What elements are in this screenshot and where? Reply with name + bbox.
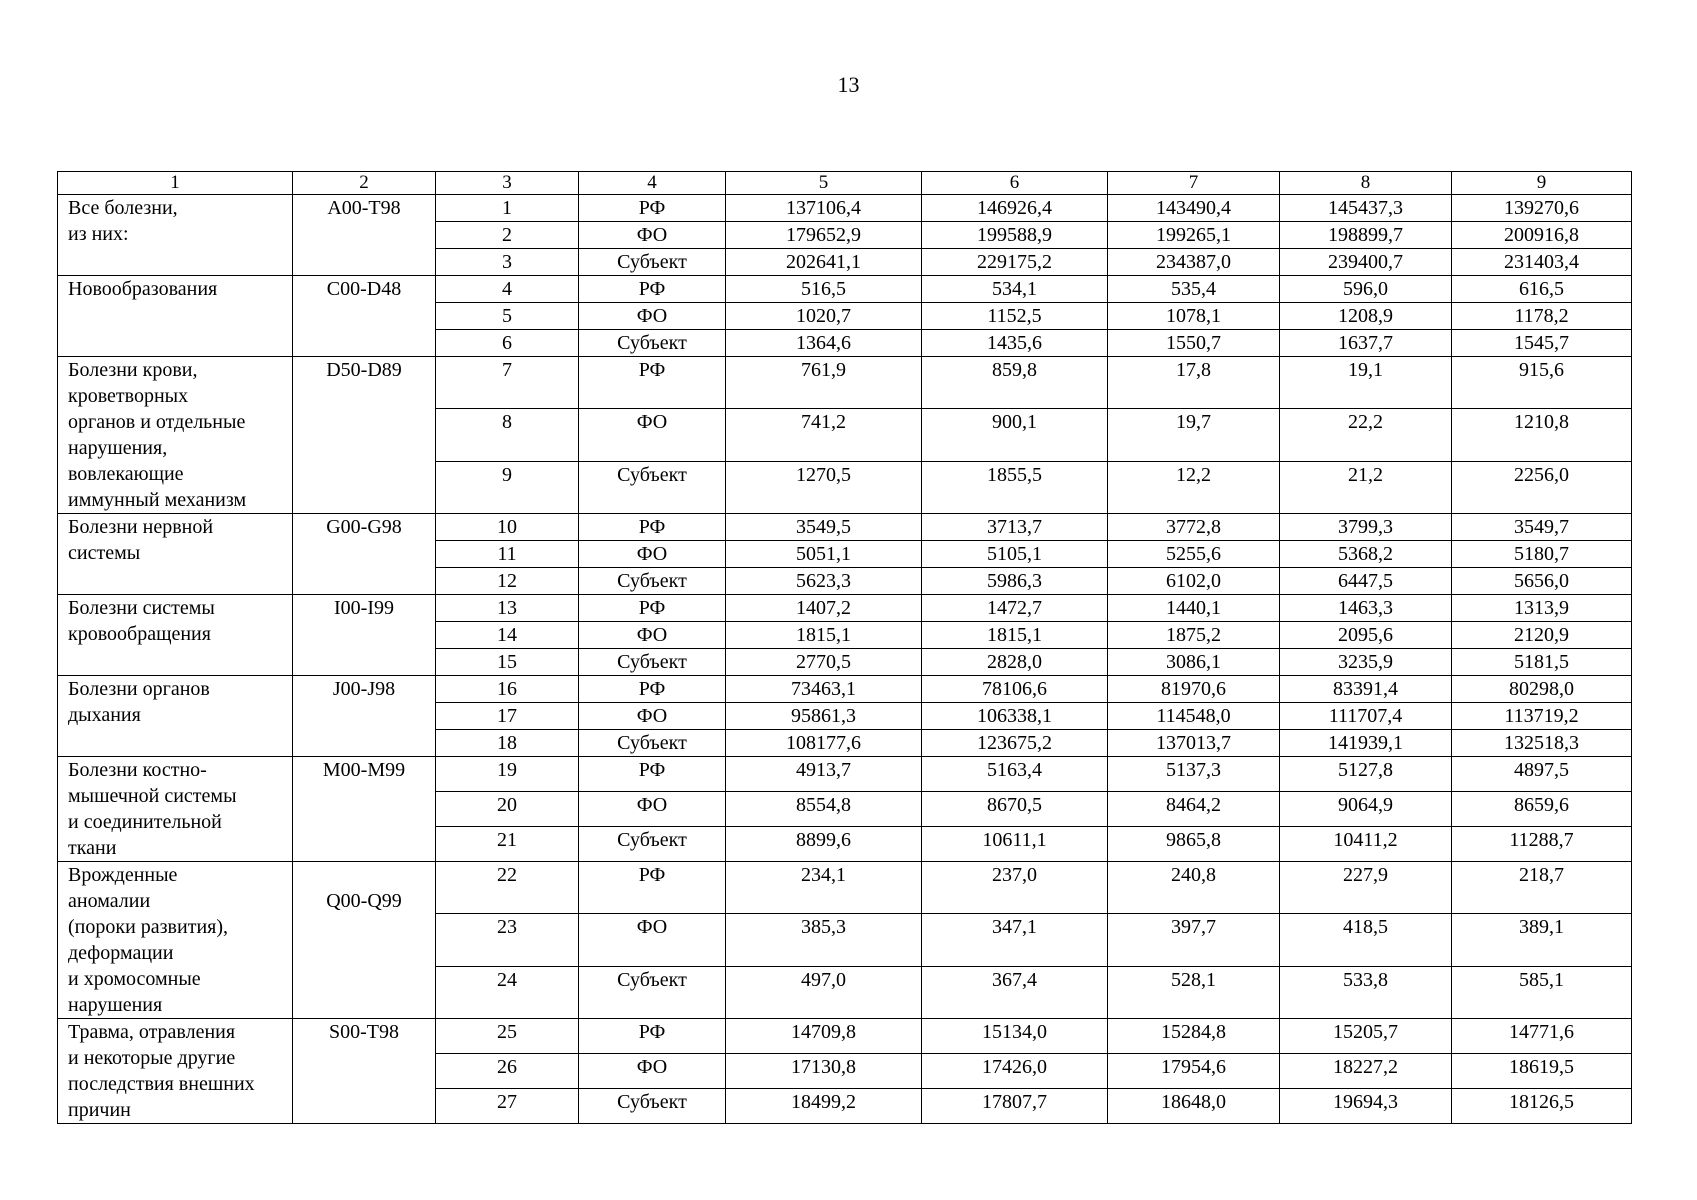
column-number: 8 (1280, 172, 1452, 195)
level: ФО (579, 703, 726, 730)
table-row (58, 514, 1632, 541)
value-col6: 1435,6 (922, 330, 1108, 357)
value-col7: 17,8 (1108, 357, 1280, 409)
value-col6: 534,1 (922, 276, 1108, 303)
row-number: 19 (436, 757, 579, 792)
level: ФО (579, 541, 726, 568)
value-col8: 6447,5 (1280, 568, 1452, 595)
value-col9: 1545,7 (1452, 330, 1632, 357)
value-col8: 1637,7 (1280, 330, 1452, 357)
value-col8: 18227,2 (1280, 1054, 1452, 1089)
value-col5: 179652,9 (726, 222, 922, 249)
value-col8: 21,2 (1280, 461, 1452, 513)
level: Субъект (579, 966, 726, 1018)
value-col9: 616,5 (1452, 276, 1632, 303)
value-col8: 19,1 (1280, 357, 1452, 409)
value-col9: 132518,3 (1452, 730, 1632, 757)
icd-code-text: M00-M99 (322, 759, 406, 781)
value-col6: 900,1 (922, 409, 1108, 461)
value-col5: 234,1 (726, 862, 922, 914)
table-row (58, 195, 1632, 222)
value-col9: 5180,7 (1452, 541, 1632, 568)
icd-code-text: I00-I99 (334, 597, 394, 619)
icd-code-text: D50-D89 (326, 359, 402, 381)
table-row (58, 757, 1632, 792)
table-row (58, 276, 1632, 303)
page-number: 13 (837, 72, 860, 97)
value-col6: 10611,1 (922, 827, 1108, 862)
value-col7: 6102,0 (1108, 568, 1280, 595)
row-number: 18 (436, 730, 579, 757)
row-number: 7 (436, 357, 579, 409)
value-col9: 113719,2 (1452, 703, 1632, 730)
row-number: 23 (436, 914, 579, 966)
value-col5: 1407,2 (726, 595, 922, 622)
value-col7: 3772,8 (1108, 514, 1280, 541)
disease-group-name: Болезни нервной системы (58, 514, 293, 595)
value-col9: 18126,5 (1452, 1089, 1632, 1124)
row-number: 27 (436, 1089, 579, 1124)
value-col8: 83391,4 (1280, 676, 1452, 703)
value-col7: 9865,8 (1108, 827, 1280, 862)
value-col8: 418,5 (1280, 914, 1452, 966)
value-col5: 385,3 (726, 914, 922, 966)
value-col5: 73463,1 (726, 676, 922, 703)
value-col7: 114548,0 (1108, 703, 1280, 730)
value-col8: 3235,9 (1280, 649, 1452, 676)
value-col7: 17954,6 (1108, 1054, 1280, 1089)
table-row (58, 595, 1632, 622)
value-col6: 17807,7 (922, 1089, 1108, 1124)
value-col6: 1152,5 (922, 303, 1108, 330)
disease-group-name: Болезни органов дыхания (58, 676, 293, 757)
statistics-table (57, 171, 1632, 1124)
icd-code-text: G00-G98 (326, 516, 402, 538)
value-col6: 8670,5 (922, 792, 1108, 827)
value-col7: 240,8 (1108, 862, 1280, 914)
value-col8: 2095,6 (1280, 622, 1452, 649)
row-number: 3 (436, 249, 579, 276)
value-col7: 8464,2 (1108, 792, 1280, 827)
level: Субъект (579, 730, 726, 757)
value-col8: 22,2 (1280, 409, 1452, 461)
value-col9: 1178,2 (1452, 303, 1632, 330)
value-col9: 4897,5 (1452, 757, 1632, 792)
level: РФ (579, 595, 726, 622)
level: Субъект (579, 568, 726, 595)
column-number: 5 (726, 172, 922, 195)
value-col9: 389,1 (1452, 914, 1632, 966)
value-col7: 1078,1 (1108, 303, 1280, 330)
row-number: 5 (436, 303, 579, 330)
value-col9: 8659,6 (1452, 792, 1632, 827)
icd-code-range (293, 757, 436, 862)
column-number: 2 (293, 172, 436, 195)
value-col9: 1313,9 (1452, 595, 1632, 622)
value-col7: 1875,2 (1108, 622, 1280, 649)
value-col6: 15134,0 (922, 1019, 1108, 1054)
value-col6: 347,1 (922, 914, 1108, 966)
value-col5: 95861,3 (726, 703, 922, 730)
value-col7: 199265,1 (1108, 222, 1280, 249)
value-col5: 8899,6 (726, 827, 922, 862)
value-col5: 1020,7 (726, 303, 922, 330)
row-number: 13 (436, 595, 579, 622)
value-col5: 4913,7 (726, 757, 922, 792)
row-number: 11 (436, 541, 579, 568)
value-col7: 1550,7 (1108, 330, 1280, 357)
row-number: 21 (436, 827, 579, 862)
value-col6: 17426,0 (922, 1054, 1108, 1089)
value-col8: 239400,7 (1280, 249, 1452, 276)
row-number: 1 (436, 195, 579, 222)
disease-group-name: Все болезни, из них: (58, 195, 293, 276)
disease-group-name: Болезни костно- мышечной системы и соединительной ткани (58, 757, 293, 862)
value-col8: 5368,2 (1280, 541, 1452, 568)
value-col6: 1815,1 (922, 622, 1108, 649)
icd-code-text: C00-D48 (326, 278, 402, 300)
level: ФО (579, 222, 726, 249)
value-col5: 5051,1 (726, 541, 922, 568)
value-col5: 1364,6 (726, 330, 922, 357)
value-col7: 15284,8 (1108, 1019, 1280, 1054)
row-number: 22 (436, 862, 579, 914)
level: РФ (579, 757, 726, 792)
value-col5: 741,2 (726, 409, 922, 461)
icd-code-text: Q00-Q99 (326, 890, 402, 912)
value-col7: 81970,6 (1108, 676, 1280, 703)
level: РФ (579, 1019, 726, 1054)
value-col5: 1815,1 (726, 622, 922, 649)
disease-group-name: Болезни крови, кроветворных органов и отдельные нарушения, вовлекающие иммунный механизм (58, 357, 293, 514)
row-number: 26 (436, 1054, 579, 1089)
column-number: 3 (436, 172, 579, 195)
icd-code-text: J00-J98 (332, 678, 396, 700)
value-col8: 1208,9 (1280, 303, 1452, 330)
row-number: 14 (436, 622, 579, 649)
row-number: 9 (436, 461, 579, 513)
table-row (58, 357, 1632, 409)
icd-code-range (293, 1019, 436, 1124)
level: ФО (579, 1054, 726, 1089)
value-col9: 14771,6 (1452, 1019, 1632, 1054)
row-number: 8 (436, 409, 579, 461)
icd-code-range (293, 195, 436, 276)
column-number: 1 (58, 172, 293, 195)
level: РФ (579, 195, 726, 222)
level: Субъект (579, 649, 726, 676)
level: ФО (579, 622, 726, 649)
value-col8: 145437,3 (1280, 195, 1452, 222)
column-number-row (58, 172, 1632, 195)
row-number: 2 (436, 222, 579, 249)
level: РФ (579, 357, 726, 409)
value-col7: 19,7 (1108, 409, 1280, 461)
value-col5: 14709,8 (726, 1019, 922, 1054)
value-col7: 18648,0 (1108, 1089, 1280, 1124)
value-col8: 533,8 (1280, 966, 1452, 1018)
value-col9: 231403,4 (1452, 249, 1632, 276)
value-col5: 202641,1 (726, 249, 922, 276)
value-col9: 80298,0 (1452, 676, 1632, 703)
icd-code-text: S00-T98 (329, 1021, 399, 1043)
value-col5: 3549,5 (726, 514, 922, 541)
row-number: 20 (436, 792, 579, 827)
value-col9: 585,1 (1452, 966, 1632, 1018)
value-col5: 108177,6 (726, 730, 922, 757)
table-row (58, 1019, 1632, 1054)
row-number: 6 (436, 330, 579, 357)
value-col9: 5656,0 (1452, 568, 1632, 595)
table-row (58, 862, 1632, 914)
value-col9: 18619,5 (1452, 1054, 1632, 1089)
disease-group-name: Врожденные аномалии (пороки развития), деформации и хромосомные нарушения (58, 862, 293, 1019)
value-col8: 141939,1 (1280, 730, 1452, 757)
value-col9: 11288,7 (1452, 827, 1632, 862)
value-col7: 3086,1 (1108, 649, 1280, 676)
value-col8: 10411,2 (1280, 827, 1452, 862)
value-col8: 3799,3 (1280, 514, 1452, 541)
level: ФО (579, 409, 726, 461)
value-col7: 137013,7 (1108, 730, 1280, 757)
value-col9: 915,6 (1452, 357, 1632, 409)
row-number: 25 (436, 1019, 579, 1054)
value-col5: 17130,8 (726, 1054, 922, 1089)
column-number: 9 (1452, 172, 1632, 195)
level: РФ (579, 676, 726, 703)
value-col5: 2770,5 (726, 649, 922, 676)
icd-code-range (293, 357, 436, 514)
value-col8: 9064,9 (1280, 792, 1452, 827)
value-col6: 859,8 (922, 357, 1108, 409)
icd-code-range (293, 514, 436, 595)
value-col6: 5163,4 (922, 757, 1108, 792)
value-col8: 5127,8 (1280, 757, 1452, 792)
value-col6: 1472,7 (922, 595, 1108, 622)
value-col9: 200916,8 (1452, 222, 1632, 249)
level: Субъект (579, 249, 726, 276)
value-col5: 497,0 (726, 966, 922, 1018)
icd-code-text: A00-T98 (327, 197, 401, 219)
value-col5: 516,5 (726, 276, 922, 303)
value-col8: 15205,7 (1280, 1019, 1452, 1054)
value-col6: 106338,1 (922, 703, 1108, 730)
icd-code-range (293, 595, 436, 676)
level: ФО (579, 792, 726, 827)
row-number: 17 (436, 703, 579, 730)
icd-code-range (293, 676, 436, 757)
column-number: 7 (1108, 172, 1280, 195)
icd-code-range (293, 276, 436, 357)
value-col8: 1463,3 (1280, 595, 1452, 622)
value-col7: 397,7 (1108, 914, 1280, 966)
level: РФ (579, 276, 726, 303)
value-col7: 528,1 (1108, 966, 1280, 1018)
level: ФО (579, 303, 726, 330)
value-col6: 367,4 (922, 966, 1108, 1018)
value-col9: 139270,6 (1452, 195, 1632, 222)
level: РФ (579, 514, 726, 541)
disease-group-name: Травма, отравления и некоторые другие последствия внешних причин (58, 1019, 293, 1124)
value-col9: 1210,8 (1452, 409, 1632, 461)
level: Субъект (579, 1089, 726, 1124)
value-col6: 5105,1 (922, 541, 1108, 568)
value-col6: 199588,9 (922, 222, 1108, 249)
level: Субъект (579, 330, 726, 357)
value-col9: 3549,7 (1452, 514, 1632, 541)
value-col7: 5137,3 (1108, 757, 1280, 792)
disease-group-name: Новообразования (58, 276, 293, 357)
row-number: 16 (436, 676, 579, 703)
value-col7: 143490,4 (1108, 195, 1280, 222)
column-number: 6 (922, 172, 1108, 195)
column-number: 4 (579, 172, 726, 195)
value-col7: 1440,1 (1108, 595, 1280, 622)
value-col7: 5255,6 (1108, 541, 1280, 568)
row-number: 4 (436, 276, 579, 303)
value-col5: 18499,2 (726, 1089, 922, 1124)
value-col7: 535,4 (1108, 276, 1280, 303)
icd-code-range (293, 862, 436, 1019)
value-col9: 5181,5 (1452, 649, 1632, 676)
level: ФО (579, 914, 726, 966)
row-number: 15 (436, 649, 579, 676)
table-row (58, 676, 1632, 703)
value-col8: 227,9 (1280, 862, 1452, 914)
value-col6: 123675,2 (922, 730, 1108, 757)
level: Субъект (579, 461, 726, 513)
row-number: 12 (436, 568, 579, 595)
disease-group-name: Болезни системы кровообращения (58, 595, 293, 676)
value-col7: 234387,0 (1108, 249, 1280, 276)
value-col9: 218,7 (1452, 862, 1632, 914)
value-col5: 8554,8 (726, 792, 922, 827)
value-col8: 596,0 (1280, 276, 1452, 303)
value-col6: 78106,6 (922, 676, 1108, 703)
level: РФ (579, 862, 726, 914)
value-col6: 146926,4 (922, 195, 1108, 222)
value-col5: 1270,5 (726, 461, 922, 513)
value-col6: 1855,5 (922, 461, 1108, 513)
value-col8: 111707,4 (1280, 703, 1452, 730)
value-col8: 19694,3 (1280, 1089, 1452, 1124)
row-number: 24 (436, 966, 579, 1018)
value-col9: 2256,0 (1452, 461, 1632, 513)
row-number: 10 (436, 514, 579, 541)
value-col9: 2120,9 (1452, 622, 1632, 649)
value-col6: 237,0 (922, 862, 1108, 914)
level: Субъект (579, 827, 726, 862)
value-col6: 5986,3 (922, 568, 1108, 595)
value-col5: 137106,4 (726, 195, 922, 222)
value-col6: 2828,0 (922, 649, 1108, 676)
value-col5: 761,9 (726, 357, 922, 409)
value-col5: 5623,3 (726, 568, 922, 595)
value-col7: 12,2 (1108, 461, 1280, 513)
value-col6: 3713,7 (922, 514, 1108, 541)
value-col6: 229175,2 (922, 249, 1108, 276)
value-col8: 198899,7 (1280, 222, 1452, 249)
